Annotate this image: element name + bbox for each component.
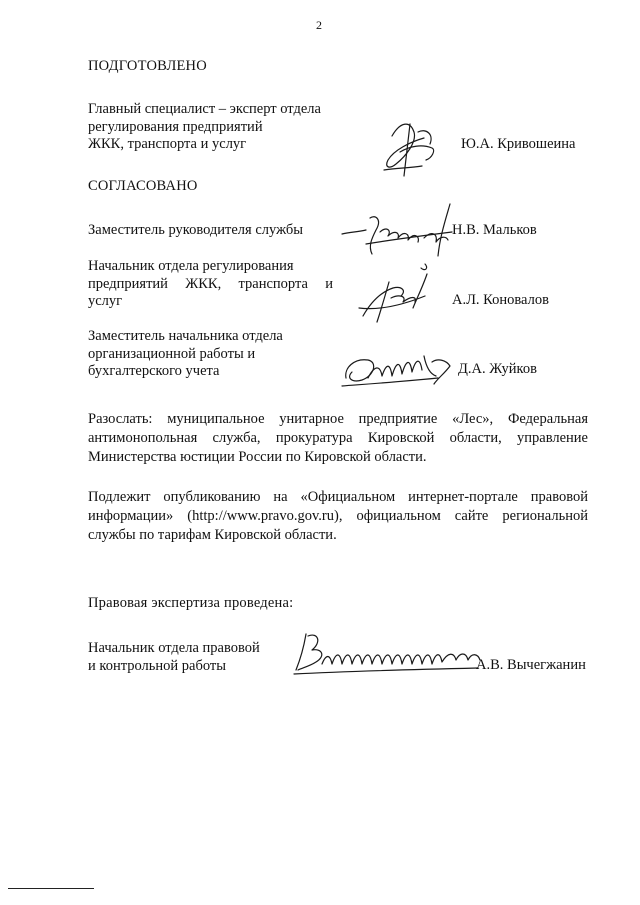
deputy-dept-head-position xyxy=(88,328,283,381)
deputy-head-position xyxy=(88,222,303,240)
position-line: Главный специалист – эксперт отдела xyxy=(88,101,321,117)
signature-konovalov xyxy=(355,262,445,328)
signer-vychegzhanin: А.В. Вычегжанин xyxy=(476,657,586,673)
signer-konovalov: А.Л. Коновалов xyxy=(452,292,549,308)
signature-krivosheina xyxy=(370,112,450,184)
signer-malkov: Н.В. Мальков xyxy=(452,222,537,238)
position-line: услуг xyxy=(88,293,123,309)
position-line: Начальник отдела регулирования xyxy=(88,258,294,274)
footer-rule xyxy=(8,888,94,889)
page-number: 2 xyxy=(316,18,322,32)
publication-paragraph: Подлежит опубликованию на «Официальном интернет-портале правовой информации» (http://www.pravo.gov.ru), официальном сайте региональной службы по тарифам Кировской области. xyxy=(88,489,588,543)
position-line: ЖКК, транспорта и услуг xyxy=(88,136,247,152)
signer-zhuykov: Д.А. Жуйков xyxy=(458,361,537,377)
signer-krivosheina: Ю.А. Кривошеина xyxy=(461,136,576,152)
signature-zhuykov xyxy=(338,348,458,392)
legal-review-heading: Правовая экспертиза проведена: xyxy=(88,595,294,611)
legal-review-position xyxy=(88,640,260,675)
position-line: бухгалтерского учета xyxy=(88,363,220,379)
agreed-heading: СОГЛАСОВАНО xyxy=(88,178,198,194)
prepared-heading: ПОДГОТОВЛЕНО xyxy=(88,58,207,74)
position-line: Заместитель начальника отдела xyxy=(88,328,283,344)
distribution-paragraph: Разослать: муниципальное унитарное предприятие «Лес», Федеральная антимонопольная служба, прокуратура Кировской области, управление Министерства юстиции России по Кировской области. xyxy=(88,411,588,465)
signature-malkov xyxy=(340,196,465,268)
position-line: Начальник отдела правовой xyxy=(88,640,260,656)
position-line: Заместитель руководителя службы xyxy=(88,222,304,238)
dept-head-position xyxy=(88,258,333,311)
position-line: и контрольной работы xyxy=(88,657,226,674)
position-line: предприятий ЖКК, транспорта и xyxy=(88,275,333,292)
prepared-position xyxy=(88,101,321,154)
position-line: регулирования предприятий xyxy=(88,118,263,135)
position-line: организационной работы и xyxy=(88,345,256,362)
signature-vychegzhanin xyxy=(292,626,484,680)
